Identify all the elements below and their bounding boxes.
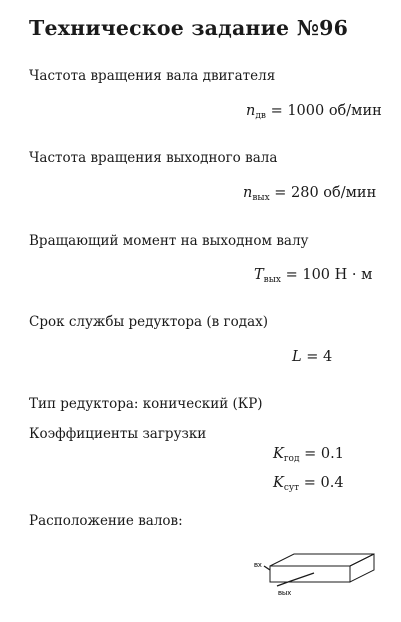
- life-formula: [292, 349, 332, 365]
- box-top-face: [270, 554, 374, 566]
- load-year-var: K: [273, 446, 284, 462]
- shaft-layout-diagram: [250, 546, 380, 602]
- load-year-formula: [273, 446, 344, 464]
- torque-label: Вращающий момент на выходном валу: [29, 233, 309, 249]
- output-speed-value: = 280 об/мин: [274, 185, 377, 201]
- motor-speed-formula: [246, 103, 382, 121]
- life-label: Срок службы редуктора (в годах): [29, 314, 268, 330]
- output-shaft-label: вых: [278, 588, 292, 597]
- torque-value: = 100 Н · м: [285, 267, 373, 283]
- load-day-formula: [273, 475, 344, 493]
- box-side-face: [350, 554, 374, 582]
- output-shaft-inner: [288, 573, 314, 582]
- motor-speed-var: n: [246, 103, 256, 119]
- load-day-value: = 0.4: [303, 475, 344, 491]
- torque-var: T: [254, 267, 264, 283]
- output-shaft: [277, 582, 288, 586]
- page-title: Техническое задание №96: [29, 16, 349, 40]
- motor-speed-sub: дв: [255, 111, 266, 121]
- output-speed-var: n: [243, 185, 253, 201]
- torque-formula: [254, 267, 372, 285]
- load-year-value: = 0.1: [304, 446, 344, 462]
- reducer-type-label: Тип редуктора: конический (КР): [29, 396, 263, 412]
- life-value: = 4: [306, 349, 333, 365]
- torque-sub: вых: [263, 275, 281, 285]
- load-day-sub: сут: [283, 483, 300, 493]
- motor-speed-label: Частота вращения вала двигателя: [29, 68, 276, 84]
- input-shaft-label: вх: [254, 560, 262, 569]
- output-speed-formula: [243, 185, 376, 203]
- motor-speed-value: = 1000 об/мин: [270, 103, 382, 119]
- load-day-var: K: [273, 475, 284, 491]
- load-year-sub: год: [283, 454, 300, 464]
- output-speed-label: Частота вращения выходного вала: [29, 150, 278, 166]
- load-coefficients-label: Коэффициенты загрузки: [29, 426, 207, 442]
- life-var: L: [292, 349, 302, 365]
- output-speed-sub: вых: [252, 193, 270, 203]
- input-shaft: [264, 566, 270, 570]
- shaft-layout-label: Расположение валов:: [29, 513, 183, 529]
